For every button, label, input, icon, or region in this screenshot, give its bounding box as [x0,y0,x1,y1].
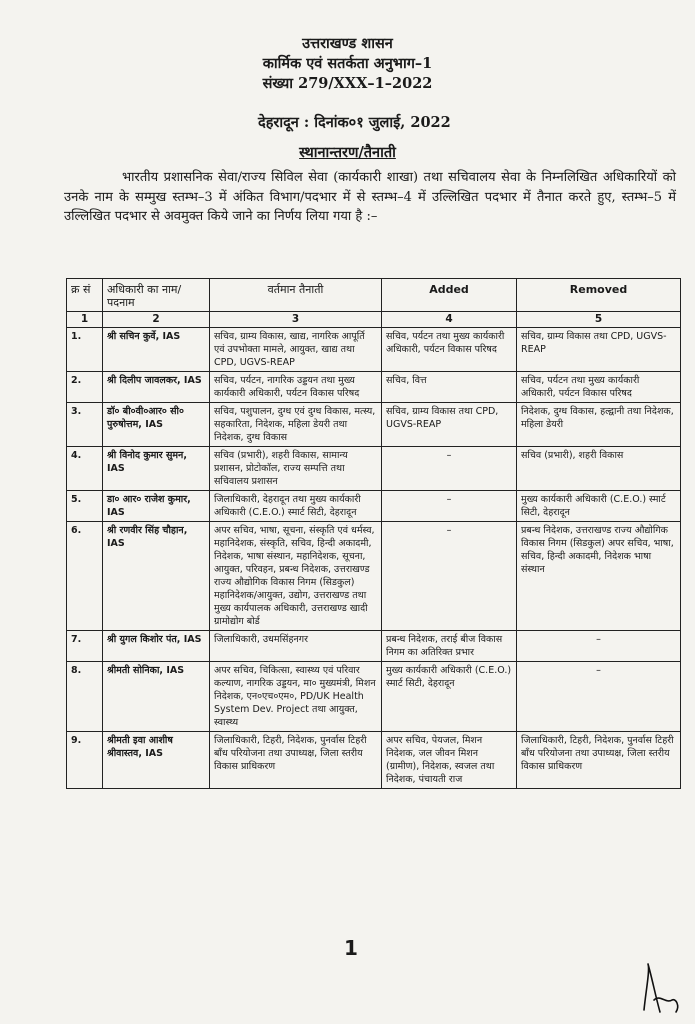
table-row [67,447,681,491]
header-officer-name: अधिकारी का नाम/पदनाम [103,279,210,312]
signature [636,960,686,1020]
row-added: सचिव, वित्त [382,372,517,403]
subject-heading: स्थानान्तरण/तैनाती [299,144,396,161]
table-row [67,732,681,789]
table-row [67,662,681,732]
row-removed: जिलाधिकारी, टिहरी, निदेशक, पुनर्वास टिहरी बाँध परियोजना तथा उपाध्यक्ष, जिला स्तरीय विकास प्राधिकरण [517,732,681,789]
row-officer-name: श्रीमती इवा आशीष श्रीवास्तव, IAS [103,732,210,789]
row-added: अपर सचिव, पेयजल, मिशन निदेशक, जल जीवन मिशन (ग्रामीण), निदेशक, स्वजल तथा निदेशक, पंचायती राज [382,732,517,789]
row-removed: सचिव, ग्राम्य विकास तथा CPD, UGVS-REAP [517,328,681,372]
row-removed: सचिव (प्रभारी), शहरी विकास [517,447,681,491]
row-serial: 6. [67,522,103,631]
row-added: प्रबन्ध निदेशक, तराई बीज विकास निगम का अतिरिक्त प्रभार [382,631,517,662]
row-current-posting: सचिव, ग्राम्य विकास, खाद्य, नागरिक आपूर्ति एवं उपभोक्ता मामले, आयुक्त, खाद्य तथा CPD, UGVS-REAP [210,328,382,372]
row-removed: निदेशक, दुग्ध विकास, हल्द्वानी तथा निदेशक, महिला डेयरी [517,403,681,447]
row-removed: – [517,631,681,662]
row-officer-name: डॉ० बी०वी०आर० सी० पुरुषोत्तम, IAS [103,403,210,447]
row-removed: मुख्य कार्यकारी अधिकारी (C.E.O.) स्मार्ट सिटी, देहरादून [517,491,681,522]
row-added: मुख्य कार्यकारी अधिकारी (C.E.O.) स्मार्ट सिटी, देहरादून [382,662,517,732]
header-date: देहरादून : दिनांक०१ जुलाई, 2022 [258,114,451,131]
row-serial: 4. [67,447,103,491]
column-number: 4 [382,312,517,328]
table-row [67,522,681,631]
row-added: – [382,522,517,631]
row-removed: सचिव, पर्यटन तथा मुख्य कार्यकारी अधिकारी, पर्यटन विकास परिषद [517,372,681,403]
row-current-posting: अपर सचिव, भाषा, सूचना, संस्कृति एवं धर्मस्व, महानिदेशक, संस्कृति, सचिव, हिन्दी अकादमी, निदेशक, भाषा संस्थान, महानिदेशक, सूचना, आयुक्त, परिवहन, प्रबन्ध निदेशक, उत्तराखण्ड राज्य औद्योगिक विकास निगम (सिडकुल) महानिदेशक/आयुक्त, उद्योग, उत्तराखण्ड तथा मुख्य कार्यपालक अधिकारी, उत्तराखण्ड खादी ग्रामोद्योग बोर्ड [210,522,382,631]
row-serial: 5. [67,491,103,522]
table-row [67,372,681,403]
row-officer-name: डा० आर० राजेश कुमार, IAS [103,491,210,522]
table-row [67,403,681,447]
row-current-posting: जिलाधिकारी, देहरादून तथा मुख्य कार्यकारी अधिकारी (C.E.O.) स्मार्ट सिटी, देहरादून [210,491,382,522]
row-added: – [382,491,517,522]
row-current-posting: सचिव (प्रभारी), शहरी विकास, सामान्य प्रशासन, प्रोटोकॉल, राज्य सम्पत्ति तथा सचिवालय प्रशासन [210,447,382,491]
header-serial: क्र सं [67,279,103,312]
row-removed: – [517,662,681,732]
column-number: 3 [210,312,382,328]
row-current-posting: जिलाधिकारी, टिहरी, निदेशक, पुनर्वास टिहरी बाँध परियोजना तथा उपाध्यक्ष, जिला स्तरीय विकास प्राधिकरण [210,732,382,789]
row-current-posting: अपर सचिव, चिकित्सा, स्वास्थ्य एवं परिवार कल्याण, नागरिक उड्डयन, मा० मुख्यमंत्री, मिशन निदेशक, एन०एच०एम०, PD/UK Health System Dev. Project तथा आयुक्त, स्वास्थ्य [210,662,382,732]
row-officer-name: श्रीमती सोनिका, IAS [103,662,210,732]
page-number: 1 [344,936,358,960]
row-serial: 2. [67,372,103,403]
row-added: सचिव, ग्राम्य विकास तथा CPD, UGVS-REAP [382,403,517,447]
row-officer-name: श्री सचिन कुर्वे, IAS [103,328,210,372]
header-added: Added [382,279,517,312]
transfer-table [66,278,681,789]
row-current-posting: सचिव, पर्यटन, नागरिक उड्डयन तथा मुख्य कार्यकारी अधिकारी, पर्यटन विकास परिषद [210,372,382,403]
header-line-department: कार्मिक एवं सतर्कता अनुभाग–1 [262,55,433,72]
row-added: सचिव, पर्यटन तथा मुख्य कार्यकारी अधिकारी, पर्यटन विकास परिषद [382,328,517,372]
column-number: 2 [103,312,210,328]
row-added: – [382,447,517,491]
row-officer-name: श्री दिलीप जावलकर, IAS [103,372,210,403]
row-serial: 3. [67,403,103,447]
row-serial: 9. [67,732,103,789]
row-officer-name: श्री युगल किशोर पंत, IAS [103,631,210,662]
table-header-row [67,279,681,312]
table-row [67,631,681,662]
row-current-posting: सचिव, पशुपालन, दुग्ध एवं दुग्ध विकास, मत्स्य, सहकारिता, निदेशक, महिला डेयरी तथा निदेशक, दुग्ध विकास [210,403,382,447]
header-removed: Removed [517,279,681,312]
document-header [0,34,695,94]
row-serial: 8. [67,662,103,732]
row-serial: 1. [67,328,103,372]
row-serial: 7. [67,631,103,662]
table-row [67,328,681,372]
row-removed: प्रबन्ध निदेशक, उत्तराखण्ड राज्य औद्योगिक विकास निगम (सिडकुल) अपर सचिव, भाषा, सचिव, हिन्दी अकादमी, निदेशक भाषा संस्थान [517,522,681,631]
column-number: 1 [67,312,103,328]
row-current-posting: जिलाधिकारी, उधमसिंहनगर [210,631,382,662]
row-officer-name: श्री विनोद कुमार सुमन, IAS [103,447,210,491]
header-line-number: संख्या 279/XXX–1–2022 [262,75,433,92]
intro-paragraph: भारतीय प्रशासनिक सेवा/राज्य सिविल सेवा (कार्यकारी शाखा) तथा सचिवालय सेवा के निम्नलिखित अधिकारियों को उनके नाम के सम्मुख स्तम्भ–3 में अंकित विभाग/पदभार में से स्तम्भ–4 में उल्लिखित पदभार में तैनात करते हुए, स्तम्भ–5 में उल्लिखित पदभार से अवमुक्त किये जाने का निर्णय लिया गया है :– [64,170,676,224]
table-row [67,491,681,522]
row-officer-name: श्री रणवीर सिंह चौहान, IAS [103,522,210,631]
column-number-row [67,312,681,328]
header-current-posting: वर्तमान तैनाती [210,279,382,312]
column-number: 5 [517,312,681,328]
header-line-government: उत्तराखण्ड शासन [302,35,393,52]
